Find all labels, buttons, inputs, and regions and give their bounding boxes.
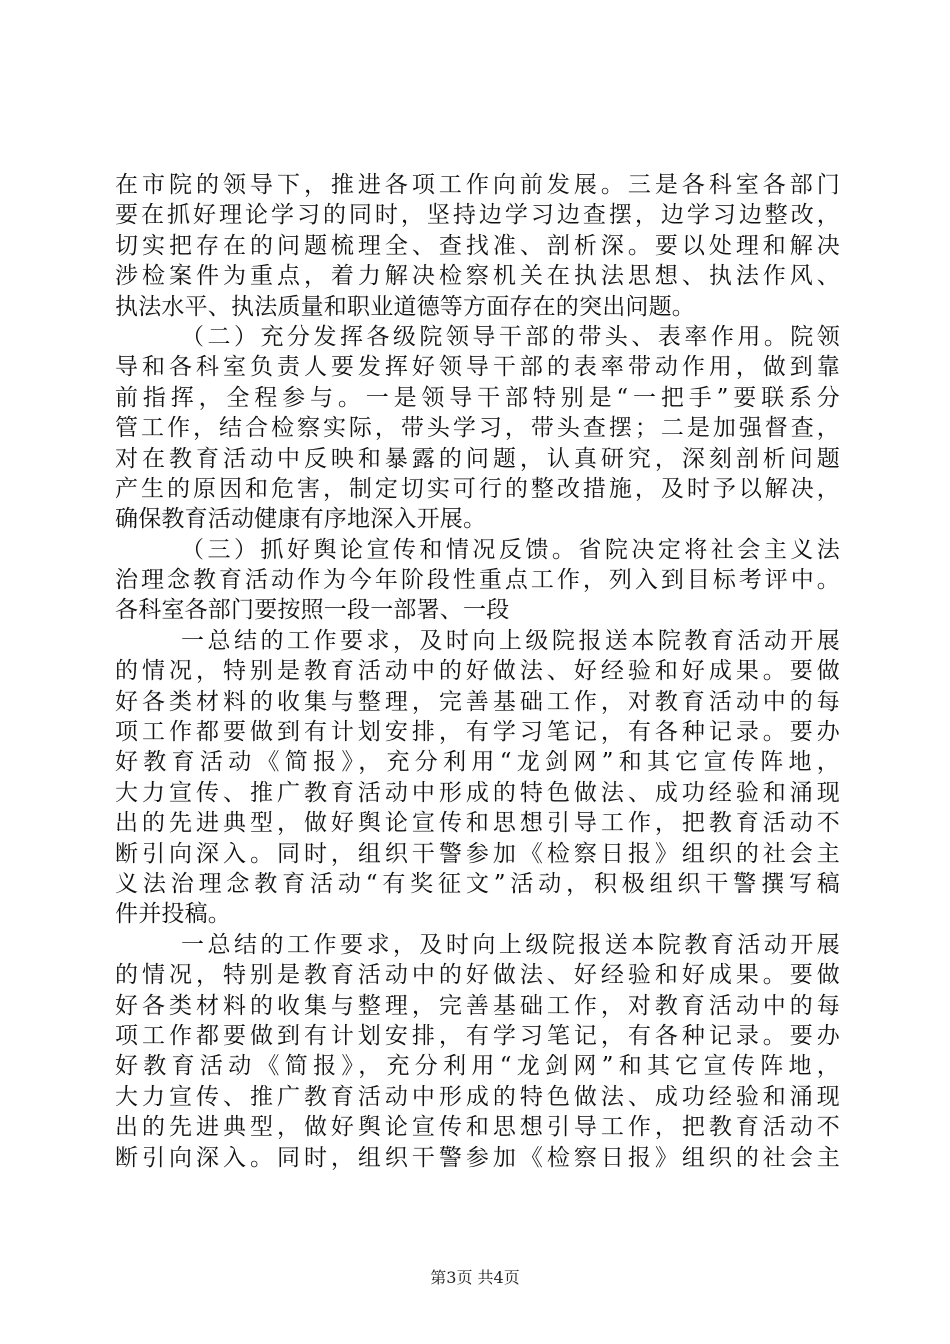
text-line: 大力宣传、推广教育活动中形成的特色做法、成功经验和涌现	[115, 779, 840, 806]
text-line: 产生的原因和危害，制定切实可行的整改措施，及时予以解决，	[115, 475, 840, 502]
text-line: （二）充分发挥各级院领导干部的带头、表率作用。院领	[181, 323, 840, 350]
text-line: 大力宣传、推广教育活动中形成的特色做法、成功经验和涌现	[115, 1083, 840, 1110]
text-line: 件并投稿。	[115, 901, 231, 928]
text-line: 项工作都要做到有计划安排，有学习笔记，有各种记录。要办	[115, 1022, 840, 1049]
text-line: 断引向深入。同时，组织干警参加《检察日报》组织的社会主	[115, 1144, 840, 1171]
text-line: 对在教育活动中反映和暴露的问题，认真研究，深刻剖析问题	[115, 445, 840, 472]
text-line: 出的先进典型，做好舆论宣传和思想引导工作，把教育活动不	[115, 1114, 840, 1141]
text-line: 确保教育活动健康有序地深入开展。	[115, 506, 487, 533]
text-line: 切实把存在的问题梳理全、查找准、剖析深。要以处理和解决	[115, 232, 840, 259]
text-line: 执法水平、执法质量和职业道德等方面存在的突出问题。	[115, 293, 695, 320]
text-line: （三）抓好舆论宣传和情况反馈。省院决定将社会主义法	[181, 536, 840, 563]
page-footer: 第3页 共4页	[430, 1268, 520, 1287]
text-line: 导和各科室负责人要发挥好领导干部的表率带动作用，做到靠	[115, 354, 840, 381]
text-line: 义法治理念教育活动“有奖征文”活动，积极组织干警撰写稿	[115, 870, 840, 897]
text-line: 要在抓好理论学习的同时，坚持边学习边查摆，边学习边整改，	[115, 202, 840, 229]
text-line: 管工作，结合检察实际，带头学习，带头查摆；二是加强督查，	[115, 415, 840, 442]
text-line: 在市院的领导下，推进各项工作向前发展。三是各科室各部门	[115, 172, 840, 198]
text-line: 前指挥，全程参与。一是领导干部特别是“一把手”要联系分	[115, 384, 840, 411]
text-line: 涉检案件为重点，着力解决检察机关在执法思想、执法作风、	[115, 263, 840, 290]
text-line: 一总结的工作要求，及时向上级院报送本院教育活动开展	[181, 627, 840, 654]
text-line: 好教育活动《简报》，充分利用“龙剑网”和其它宣传阵地，	[115, 1053, 840, 1080]
text-line: 的情况，特别是教育活动中的好做法、好经验和好成果。要做	[115, 658, 840, 685]
text-line: 项工作都要做到有计划安排，有学习笔记，有各种记录。要办	[115, 719, 840, 746]
text-line: 治理念教育活动作为今年阶段性重点工作，列入到目标考评中。	[115, 567, 840, 594]
text-line: 好教育活动《简报》，充分利用“龙剑网”和其它宣传阵地，	[115, 749, 840, 776]
document-body	[115, 170, 840, 1173]
text-line: 断引向深入。同时，组织干警参加《检察日报》组织的社会主	[115, 840, 840, 867]
text-line: 好各类材料的收集与整理，完善基础工作，对教育活动中的每	[115, 992, 840, 1019]
text-line: 的情况，特别是教育活动中的好做法、好经验和好成果。要做	[115, 962, 840, 989]
text-line: 一总结的工作要求，及时向上级院报送本院教育活动开展	[181, 931, 840, 958]
text-line: 好各类材料的收集与整理，完善基础工作，对教育活动中的每	[115, 688, 840, 715]
text-line: 各科室各部门要按照一段一部署、一段	[115, 597, 510, 624]
text-line: 出的先进典型，做好舆论宣传和思想引导工作，把教育活动不	[115, 810, 840, 837]
